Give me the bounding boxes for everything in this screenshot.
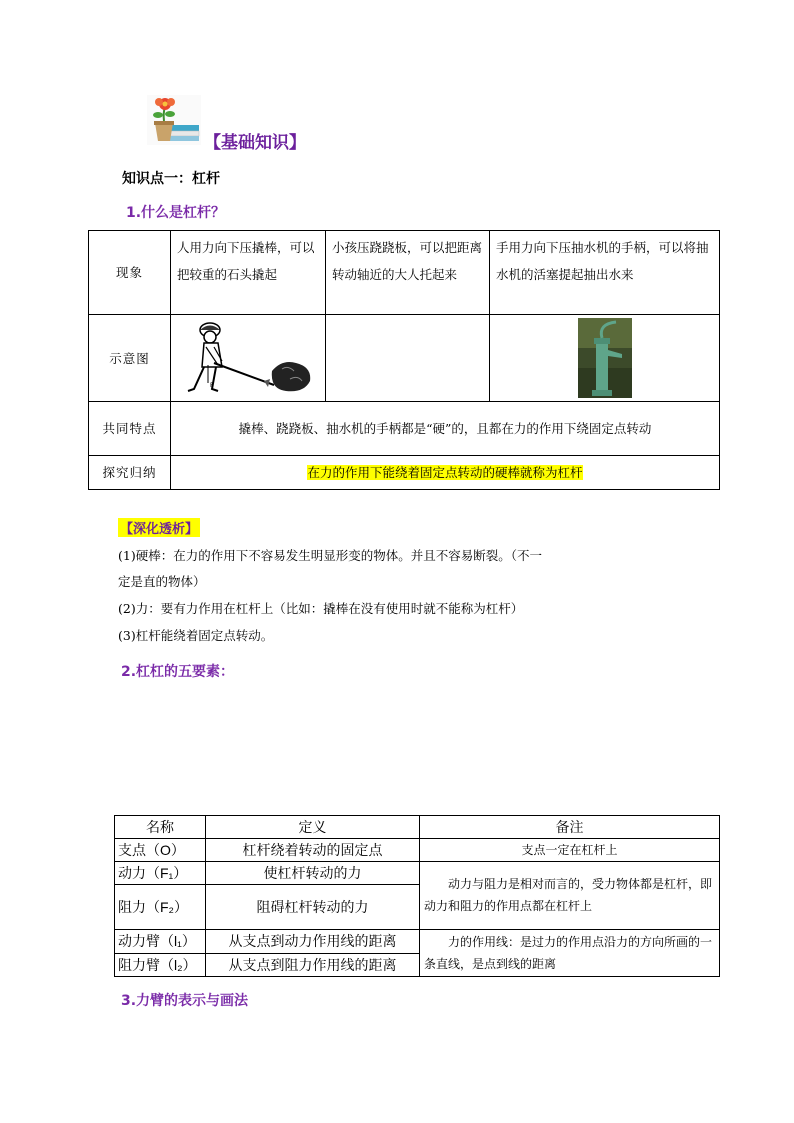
deep-analysis-item: (2)力：要有力作用在杠杆上（比如：撬棒在没有使用时就不能称为杠杆） bbox=[118, 601, 524, 616]
element-definition: 从支点到动力作用线的距离 bbox=[206, 930, 420, 953]
table-row bbox=[89, 456, 720, 490]
table-row bbox=[89, 231, 720, 315]
element-definition: 从支点到阻力作用线的距离 bbox=[206, 953, 420, 976]
element-name: 支点（O） bbox=[115, 838, 206, 861]
table-cell: 小孩压跷跷板，可以把距离转动轴近的大人托起来 bbox=[326, 231, 490, 315]
table-cell bbox=[171, 456, 720, 490]
subsection-title-moment-arm: 3.力臂的表示与画法 bbox=[121, 993, 249, 1009]
element-note: 力的作用线：是过力的作用点沿力的方向所画的一条直线，是点到线的距离 bbox=[420, 930, 720, 977]
table-cell: 撬棒、跷跷板、抽水机的手柄都是“硬”的，且都在力的作用下绕固定点转动 bbox=[171, 402, 720, 456]
row-label: 探究归纳 bbox=[89, 456, 171, 490]
svg-text:F: F bbox=[210, 382, 214, 389]
hand-water-pump-photo bbox=[578, 318, 632, 398]
element-note: 支点一定在杠杆上 bbox=[420, 838, 720, 861]
section-title: 【基础知识】 bbox=[204, 133, 306, 153]
lever-phenomena-table bbox=[88, 230, 720, 490]
deep-analysis-item: (3)杠杆能绕着固定点转动。 bbox=[118, 628, 274, 643]
row-label: 示意图 bbox=[89, 315, 171, 402]
subsection-title-what-is-lever: 1.什么是杠杆？ bbox=[126, 205, 226, 221]
table-cell: 人用力向下压撬棒，可以把较重的石头撬起 bbox=[171, 231, 326, 315]
table-cell: 手用力向下压抽水机的手柄，可以将抽水机的活塞提起抽出水来 bbox=[490, 231, 720, 315]
lever-definition: 在力的作用下能绕着固定点转动的硬棒就称为杠杆 bbox=[307, 465, 583, 480]
person-crowbar-rock-illustration bbox=[178, 319, 318, 397]
column-header: 定义 bbox=[206, 816, 420, 839]
element-name: 动力臂（l₁） bbox=[115, 930, 206, 953]
table-row bbox=[89, 315, 720, 402]
deep-analysis-item: (1)硬棒：在力的作用下不容易发生明显形变的物体。并且不容易断裂。（不一 bbox=[118, 548, 542, 563]
table-row bbox=[115, 861, 720, 884]
element-definition: 使杠杆转动的力 bbox=[206, 861, 420, 884]
element-note: 动力与阻力是相对而言的，受力物体都是杠杆，即动力和阻力的作用点都在杠杆上 bbox=[420, 861, 720, 930]
deep-analysis-title: 【深化透析】 bbox=[118, 518, 200, 537]
table-cell-empty bbox=[326, 315, 490, 402]
column-header: 备注 bbox=[420, 816, 720, 839]
element-definition: 杠杆绕着转动的固定点 bbox=[206, 838, 420, 861]
element-name: 阻力臂（l₂） bbox=[115, 953, 206, 976]
subsection-title-five-elements: 2.杠杠的五要素： bbox=[121, 664, 235, 680]
element-name: 动力（F₁） bbox=[115, 861, 206, 884]
deep-analysis-item: 定是直的物体） bbox=[118, 574, 206, 589]
element-name: 阻力（F₂） bbox=[115, 884, 206, 930]
table-row bbox=[89, 402, 720, 456]
column-header: 名称 bbox=[115, 816, 206, 839]
knowledge-point-title: 知识点一：杠杆 bbox=[122, 171, 220, 187]
table-row bbox=[115, 838, 720, 861]
flower-pot-books-icon bbox=[147, 95, 201, 145]
table-cell bbox=[490, 315, 720, 402]
table-header-row bbox=[115, 816, 720, 839]
table-cell bbox=[171, 315, 326, 402]
lever-elements-table bbox=[114, 815, 720, 977]
table-row bbox=[115, 930, 720, 953]
row-label: 现象 bbox=[89, 231, 171, 315]
row-label: 共同特点 bbox=[89, 402, 171, 456]
element-definition: 阻碍杠杆转动的力 bbox=[206, 884, 420, 930]
